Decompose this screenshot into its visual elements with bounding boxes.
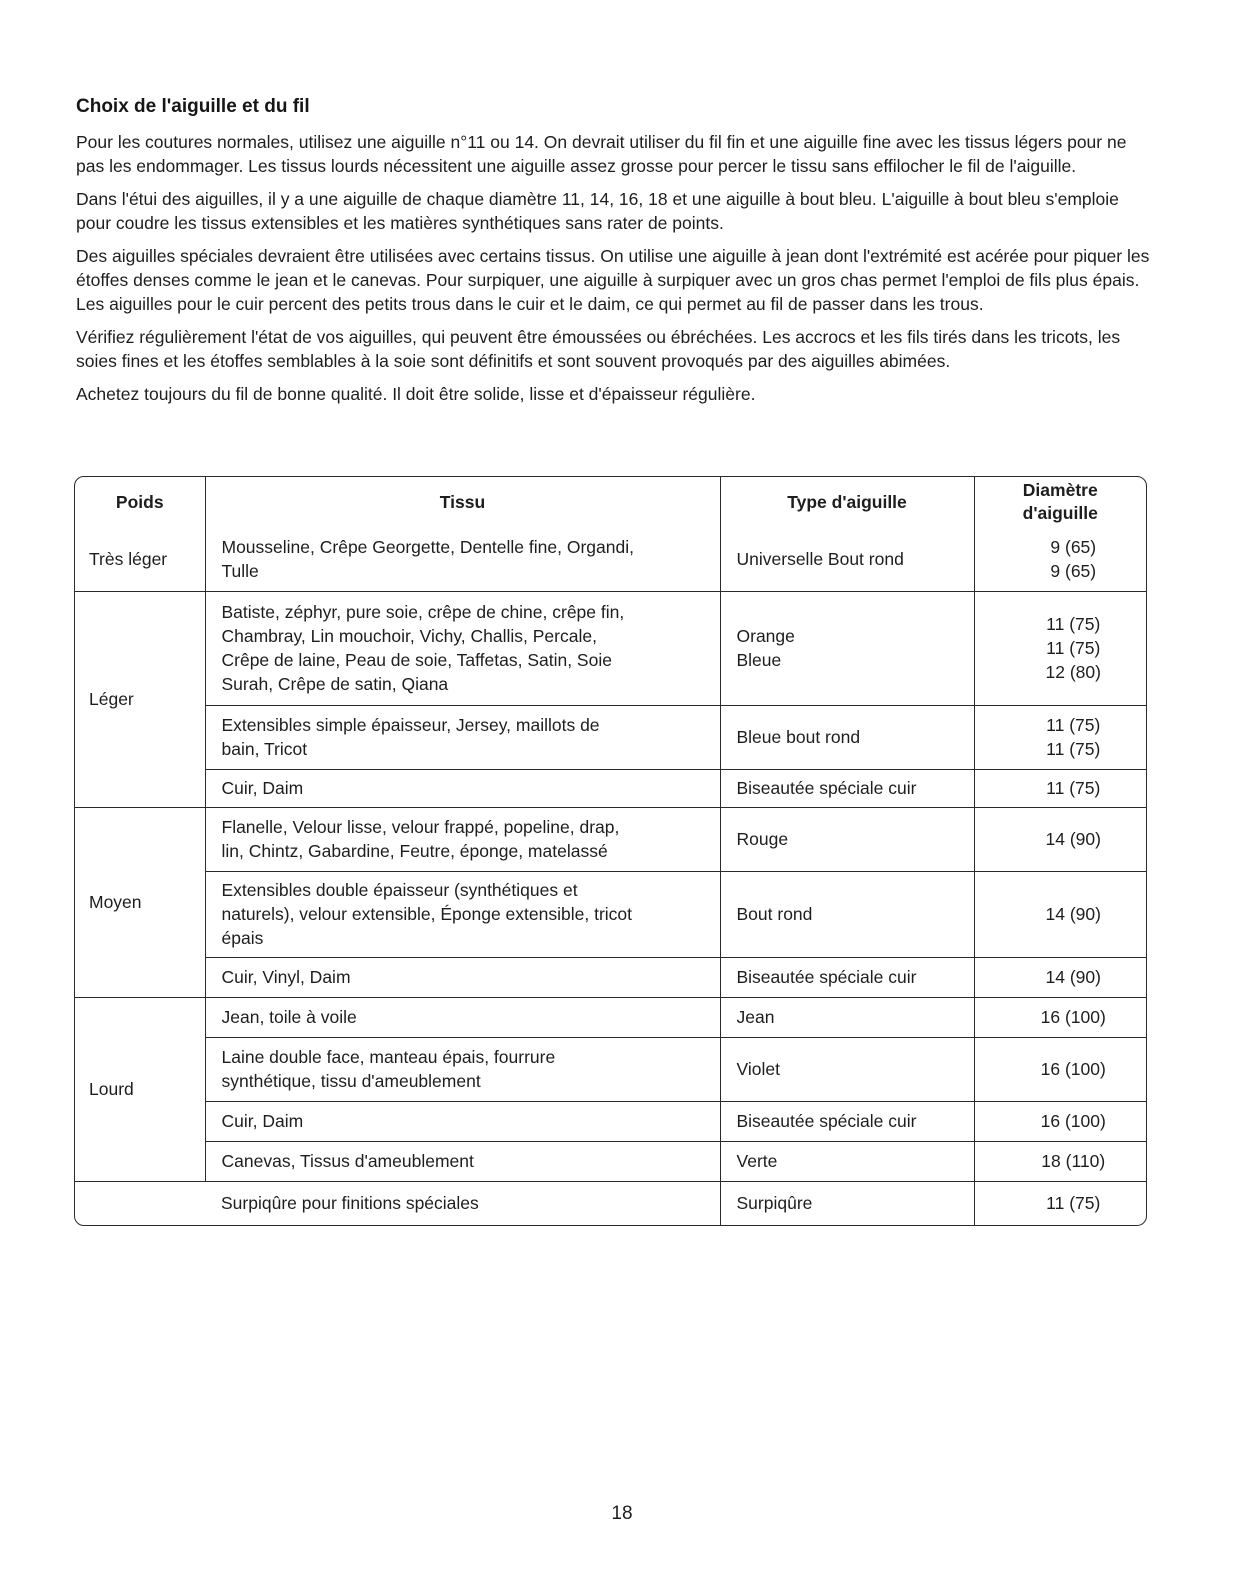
- cell-poids: Moyen: [75, 807, 205, 997]
- cell-tissu: [75, 1181, 720, 1225]
- cell-diametre-line: 16 (100): [1040, 1007, 1106, 1027]
- cell-diametre-line: 9 (65): [1050, 560, 1097, 581]
- cell-tissu-line: synthétique, tissu d'ameublement: [221, 1071, 481, 1091]
- cell-tissu: [205, 591, 720, 705]
- header-poids: Poids: [75, 477, 205, 527]
- cell-diametre: [974, 871, 1146, 957]
- cell-type: [720, 1037, 974, 1101]
- cell-tissu-line: Batiste, zéphyr, pure soie, crêpe de chine, crêpe fin,: [221, 602, 625, 622]
- cell-tissu-line: Canevas, Tissus d'ameublement: [221, 1151, 474, 1171]
- cell-tissu-line: Chambray, Lin mouchoir, Vichy, Challis, Percale,: [221, 626, 597, 646]
- cell-diametre-line: 11 (75): [1046, 778, 1101, 798]
- cell-type-line: Rouge: [736, 829, 789, 849]
- page-number: 18: [611, 1503, 633, 1524]
- table-row: [75, 527, 1146, 591]
- cell-tissu-line: Flanelle, Velour lisse, velour frappé, popeline, drap,: [221, 817, 620, 837]
- cell-diametre: [974, 1101, 1146, 1141]
- cell-tissu: [205, 997, 720, 1037]
- cell-diametre-line: 14 (90): [1045, 904, 1101, 924]
- cell-tissu: [205, 957, 720, 997]
- cell-diametre-line: 11 (75): [1046, 638, 1101, 658]
- cell-tissu-line: Laine double face, manteau épais, fourrure: [221, 1047, 556, 1067]
- cell-diametre-line: 16 (100): [1040, 1059, 1106, 1079]
- cell-tissu-line: Jean, toile à voile: [221, 1007, 357, 1027]
- cell-tissu-line: Cuir, Vinyl, Daim: [221, 967, 351, 987]
- cell-diametre: [974, 1037, 1146, 1101]
- cell-type: [720, 1101, 974, 1141]
- needle-table: [74, 476, 1147, 1226]
- paragraph: Vérifiez régulièrement l'état de vos aiguilles, qui peuvent être émoussées ou ébréchées. Les accrocs et les fils tirés dans les tricots, les soies fines et les étoffes semblables à la soie sont définitifs et sont souvent provoqués par des aiguilles abimées.: [76, 327, 1121, 371]
- cell-type: [720, 705, 974, 769]
- cell-diametre-line: 11 (75): [1046, 739, 1101, 759]
- cell-diametre-line: 18 (110): [1041, 1151, 1106, 1171]
- cell-type-line: Orange: [736, 626, 795, 646]
- header-diametre-line: d'aiguille: [1022, 503, 1098, 523]
- cell-diametre: [974, 705, 1146, 769]
- cell-diametre-line: 11 (75): [1046, 715, 1101, 735]
- table-row: [75, 1037, 1146, 1101]
- cell-type-line: Biseautée spéciale cuir: [736, 967, 917, 987]
- header-type: Type d'aiguille: [720, 477, 974, 527]
- cell-diametre: [974, 769, 1146, 807]
- cell-tissu-line: Extensibles simple épaisseur, Jersey, maillots de: [221, 715, 600, 735]
- cell-poids: Léger: [75, 591, 205, 807]
- cell-tissu-line: lin, Chintz, Gabardine, Feutre, éponge, matelassé: [221, 841, 608, 861]
- cell-diametre-line: 14 (90): [1045, 829, 1101, 849]
- cell-diametre-line: 11 (75): [1046, 614, 1101, 634]
- cell-type-line: Jean: [736, 1007, 775, 1027]
- table-row: [75, 957, 1146, 997]
- table-row: [75, 1181, 1146, 1225]
- cell-type-line: Bleue bout rond: [736, 727, 861, 747]
- cell-tissu-line: Surah, Crêpe de satin, Qiana: [221, 674, 449, 694]
- table-row: [75, 1141, 1146, 1181]
- cell-tissu-line: Cuir, Daim: [221, 778, 304, 798]
- cell-tissu-line: épais: [221, 928, 264, 948]
- cell-diametre-line: 11 (75): [1046, 1193, 1101, 1214]
- cell-tissu: [205, 527, 720, 591]
- cell-diametre: [974, 1181, 1146, 1225]
- cell-diametre: [974, 807, 1146, 871]
- table-header-row: [75, 477, 1146, 527]
- cell-diametre: [974, 1141, 1146, 1181]
- page-title: Choix de l'aiguille et du fil: [76, 96, 310, 117]
- cell-diametre: [974, 591, 1146, 705]
- cell-diametre-line: 9 (65): [1050, 536, 1097, 557]
- paragraph: Des aiguilles spéciales devraient être utilisées avec certains tissus. On utilise une aiguille à jean dont l'extrémité est acérée pour piquer les étoffes denses comme le jean et le canevas. Pour surpiquer, une aiguille à surpiquer avec un gros chas permet l'emploi de fils plus épais. Les aiguilles pour le cuir percent des petits trous dans le cuir et le daim, ce qui permet au fil de passer dans les trous.: [76, 246, 1150, 314]
- cell-type-line: Bleue: [736, 650, 782, 670]
- cell-tissu: [205, 1101, 720, 1141]
- table-row: [75, 997, 1146, 1037]
- cell-diametre-line: 12 (80): [1045, 662, 1101, 682]
- cell-diametre-line: 14 (90): [1045, 967, 1101, 987]
- cell-type-line: Universelle Bout rond: [736, 548, 904, 569]
- cell-tissu-line: Crêpe de laine, Peau de soie, Taffetas, Satin, Soie: [221, 650, 612, 670]
- cell-poids: Très léger: [75, 527, 205, 591]
- cell-type-line: Biseautée spéciale cuir: [736, 1111, 917, 1131]
- cell-diametre: [974, 527, 1146, 591]
- cell-diametre: [974, 957, 1146, 997]
- cell-type-line: Bout rond: [736, 904, 813, 924]
- page-content: [76, 96, 1156, 415]
- table-row: [75, 591, 1146, 705]
- cell-tissu-line: Cuir, Daim: [221, 1111, 304, 1131]
- cell-type-line: Biseautée spéciale cuir: [736, 778, 917, 798]
- paragraph: Pour les coutures normales, utilisez une aiguille n°11 ou 14. On devrait utiliser du fil fin et une aiguille fine avec les tissus légers pour ne pas les endommager. Les tissus lourds nécessitent une aiguille assez grosse pour percer le tissu sans effilocher le fil de l'aiguille.: [76, 132, 1127, 176]
- cell-diametre: [974, 997, 1146, 1037]
- table-row: [75, 871, 1146, 957]
- cell-type: [720, 871, 974, 957]
- cell-tissu: [205, 1141, 720, 1181]
- cell-tissu: [205, 807, 720, 871]
- table-row: [75, 807, 1146, 871]
- table-row: [75, 1101, 1146, 1141]
- cell-tissu-line: bain, Tricot: [221, 739, 308, 759]
- cell-tissu: [205, 705, 720, 769]
- cell-tissu-line: Mousseline, Crêpe Georgette, Dentelle fine, Organdi,: [221, 536, 634, 557]
- cell-tissu-line: naturels), velour extensible, Éponge extensible, tricot: [221, 904, 633, 924]
- cell-tissu-line: Tulle: [221, 560, 259, 581]
- cell-type: [720, 591, 974, 705]
- header-diametre: [974, 477, 1146, 527]
- table-row: [75, 705, 1146, 769]
- paragraph: Achetez toujours du fil de bonne qualité. Il doit être solide, lisse et d'épaisseur régulière.: [76, 384, 756, 404]
- table-body: [75, 527, 1146, 1225]
- cell-tissu: [205, 871, 720, 957]
- cell-type: [720, 957, 974, 997]
- cell-type-line: Surpiqûre: [736, 1193, 813, 1214]
- intro-paragraphs: [76, 130, 1156, 406]
- cell-diametre-line: 16 (100): [1040, 1111, 1106, 1131]
- cell-type: [720, 527, 974, 591]
- cell-type-line: Verte: [736, 1151, 778, 1171]
- cell-type: [720, 807, 974, 871]
- header-tissu: Tissu: [205, 477, 720, 527]
- header-diametre-line: Diamètre: [1022, 480, 1098, 500]
- cell-tissu-line: Extensibles double épaisseur (synthétiques et: [221, 880, 578, 900]
- cell-type: [720, 769, 974, 807]
- cell-type: [720, 1181, 974, 1225]
- cell-type: [720, 997, 974, 1037]
- cell-poids: Lourd: [75, 997, 205, 1181]
- cell-type-line: Violet: [736, 1059, 780, 1079]
- cell-tissu: [205, 1037, 720, 1101]
- table-row: [75, 769, 1146, 807]
- cell-tissu-line: Surpiqûre pour finitions spéciales: [221, 1193, 479, 1214]
- cell-tissu: [205, 769, 720, 807]
- paragraph: Dans l'étui des aiguilles, il y a une aiguille de chaque diamètre 11, 14, 16, 18 et une aiguille à bout bleu. L'aiguille à bout bleu s'emploie pour coudre les tissus extensibles et les matières synthétiques sans rater de points.: [76, 189, 1119, 233]
- cell-type: [720, 1141, 974, 1181]
